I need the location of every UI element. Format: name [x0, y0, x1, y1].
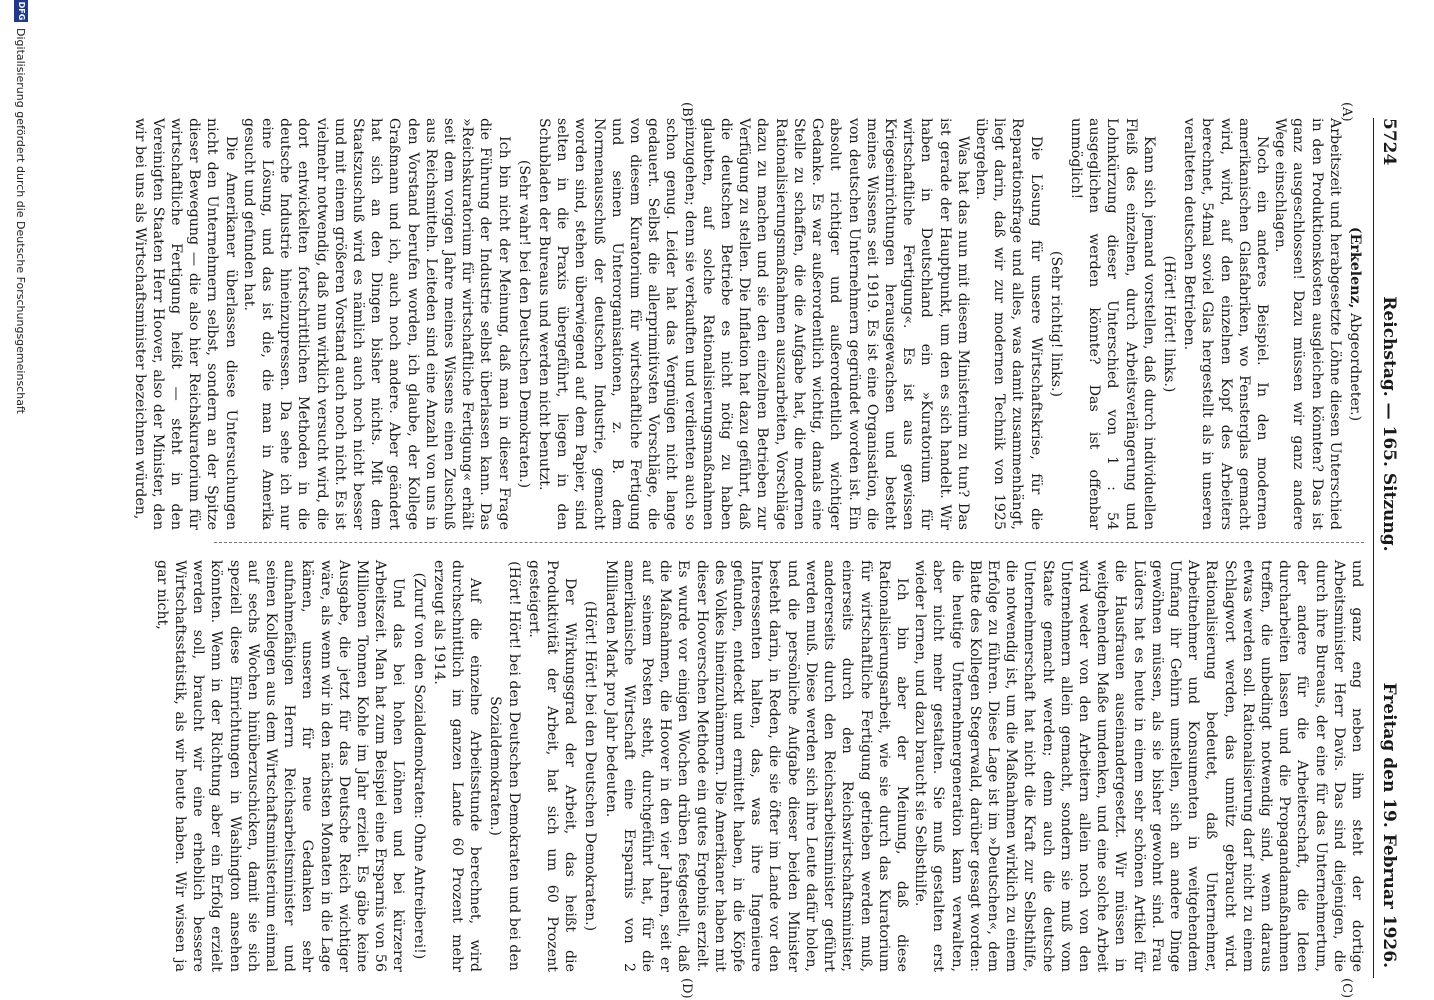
paragraph: und ganz eng neben ihm steht der dortige Arbeitsminister Herr Davis. Das sind diejenigen, die durch ihre Bureaus, der eine für das Unternehmertum, der andere für die Arbeiterschaft, die Ideen durcharbeiten lassen und die Propagandamaßnahmen treffen, die unbedingt notwendig sind, wenn daraus etwas werden soll. Rationalisierung darf nicht zu einem Schlagwort werden, das unnütz gebraucht wird. Rationalisierung bedeutet, daß Unternehmer, Arbeitnehmer und Konsumenten in weitgehendem Umfang ihr Gehirn umstellen, sich an andere Dinge gewöhnen müssen, als sie bisher gewohnt sind. Frau Lüders hat es heute in einem sehr schönen Artikel für die Hausfrauen auseinandergesetzt. Wir müssen in weitgehendem Maße umdenken, und eine solche Arbeit wird weder von den Arbeitern allein noch von den Unternehmern allein gemacht, sondern sie muß vom Staate gemacht werden; denn auch die deutsche Unternehmerschaft hat nicht die Kraft zur Selbsthilfe, die notwendig ist, um die Maßnahmen wirklich zu einem Erfolge zu führen. Diese Lage ist im »Deutschen«, dem Blatte des Kollegen Stegerwald, darüber gesagt worden: die heutige Unternehmergeneration kann verwalten, aber nicht mehr gestalten. Sie muß gestalten erst wieder lernen, und dazu braucht sie Selbsthilfe.: [912, 560, 1365, 972]
paragraph: Ich bin nicht der Meinung, daß man in dieser Frage die Führung der Industrie selbst überlassen kann. Das »Reichskuratorium für wirtschaftliche Fertigung« erhält seit dem vorigen Jahre meines Wissens einen Zuschuß aus Reichsmitteln. Leiteden sind eine Anzahl von uns in den Vorstand berufen worden, ich glaube, der Kollege Graßmann und ich, auch noch andere. Aber geändert hat sich an den Dingen bisher nichts. Mit dem Staatszuschuß wird es nämlich auch noch nicht besser und mit einem größeren Vorstand auch noch nicht. Es ist vielmehr notwendig, daß nun wirklich versucht wird, die dort entwickelten fortschrittlichen Methoden in die deutsche Industrie hineinzupressen. Da sehe ich nur eine Lösung, und das ist die, die man in Amerika gesucht und gefunden hat.: [240, 118, 512, 530]
paragraph: Und das bei hohen Löhnen und bei kürzerer Arbeitszeit. Man hat zum Beispiel eine Ersparnis von 56 Millionen Tonnen Kohle im Jahr erzielt. Es gäbe keine Ausgabe, die jetzt für das Deutsche Reich wichtiger wäre, als wenn wir in den nächsten Monaten in die Lage kämen, unseren für neue Gedanken sehr aufnahmefähigen Herrn Reichsarbeitsminister und seinen Kollegen aus dem Wirtschaftsministerium einmal auf sechs Wochen hinüberzuschicken, damit sie sich speziell diese Einrichtungen in Washington ansehen könnten. Wenn in der Richtung aber ein Erfolg erzielt werden soll, braucht wir eine erheblich bessere Wirtschaftsstatistik, als wir heute haben. Wir wissen ja gar nicht,: [153, 560, 407, 972]
interjection: (Hört! Hört! bei den Deutschen Demokraten.): [582, 600, 599, 932]
footer-text: Digitalisierung gefördert durch die Deutsche Forschungsgemeinschaft: [14, 28, 28, 414]
header-rule: [1373, 118, 1374, 978]
page-number: 5724: [1379, 118, 1399, 166]
paragraph: Auf die einzelne Arbeitsstunde berechnet, wird durchschnittlich im ganzen Lande 60 Prozent mehr erzeugt als 1914.: [430, 560, 484, 972]
interjection: (Zuruf von den Sozialdemokraten: Ohne Antreiberei!): [410, 572, 427, 960]
margin-marker-a: (A): [1339, 102, 1354, 122]
margin-marker-b: (B): [679, 102, 694, 122]
dfg-logo: DFG: [14, 0, 28, 22]
paragraph: Die Lösung für unsere Wirtschaftskrise, für die Reparationsfrage und alles, was damit zusammenhängt, liegt darin, daß wir zur modernen Technik von 1925 übergehen.: [972, 118, 1044, 530]
right-column: [153, 560, 1366, 972]
speaker-note: Abgeordneter.): [1347, 313, 1363, 422]
paragraph: Noch ein anderes Beispiel. In den modernen amerikanischen Glasfabriken, wo Fensterglas gemacht wird, wird, auf den einzelnen Kopf des Arbeiters berechnet, 54mal soviel Glas hergestellt als in unseren veralteten deutschen Betrieben.: [1181, 118, 1270, 530]
interjection: (Sehr wahr! bei den Deutschen Demokraten.): [515, 159, 532, 489]
speaker-name: (Erkelenz,: [1347, 226, 1363, 309]
paragraph: Ich bin aber der Meinung, daß diese Rationalisierungsarbeit, wie sie durch das Kuratorium für wirtschaftliche Fertigung getrieben werden muß, einerseits durch den Reichswirtschaftsminister, andererseits durch den Reichsarbeitsminister geführt werden muß. Diese werden sich ihre Leute dafür holen, und die persönliche Aufgabe dieser beiden Minister besteht darin, in Reden, die sie öfter im Lande vor den Interessenten halten, das, was ihre Ingenieure gefunden, entdeckt und ermittelt haben, in die Köpfe des Volkes hineinzuhämmern. Die Amerikaner haben mit dieser Hooverschen Methode ein gutes Ergebnis erzielt. Es wurde vor einigen Wochen drüben festgestellt, daß die Maßnahmen, die Hoover in den vier Jahren, seit er auf seinem Posten steht, durchgeführt hat, für die amerikanische Wirtschaft eine Ersparnis von 2 Milliarden Mark pro Jahr bedeuten.: [602, 560, 910, 972]
paragraph: Die Amerikaner überlassen diese Untersuchungen nicht den Unternehmern selbst, sondern an der Spitze dieser Bewegung — die also hier Reichskuratorium für wirtschaftliche Fertigung heißt — steht in den Vereinigten Staaten Herr Hoover, also der Minister, den wir bei uns als Wirtschaftsminister bezeichnen würden,: [131, 118, 239, 530]
interjection: (Hört! Hört! bei den Deutschen Demokraten und bei den Sozialdemokraten.): [487, 561, 522, 971]
margin-marker-c: (C): [1339, 978, 1354, 999]
interjection: (Hört! Hört! links.): [1160, 255, 1177, 393]
speaker-line: [1346, 118, 1364, 530]
paragraph: Kann sich jemand vorstellen, daß durch individuellen Fleiß des einzelnen, durch Arbeitsverlängerung und Lohnkürzung dieser Unterschied von 1 : 54 ausgeglichen werden könnte? Das ist offenbar unmöglich!: [1067, 118, 1157, 530]
session-date: Freitag den 19. Februar 1926.: [1379, 682, 1399, 968]
page-header: [1375, 118, 1399, 968]
interjection: (Sehr richtig! links.): [1047, 250, 1064, 398]
left-column: [131, 118, 1366, 530]
paragraph: Was hat das nun mit diesem Ministerium zu tun? Das ist gerade der Hauptpunkt, um den es sich handelt. Wir haben in Deutschland ein »Kuratorium für wirtschaftliche Fertigung«. Es ist aus gewissen Kriegseinrichtungen herausgewachsen und besteht meines Wissens seit 1919. Es ist eine Organisation, die von deutschen Unternehmern gegründet worden ist. Ein absolut richtiger und außerordentlich wichtiger Gedanke. Es war außerordentlich wichtig, damals eine Stelle zu schaffen, die die Aufgabe hat, die modernen Rationalisierungsmaßnahmen auszuarbeiten, Vorschläge dazu zu machen und sie den einzelnen Betrieben zur Verfügung zu stellen. Die Inflation hat dazu geführt, daß die deutschen Betriebe es nicht nötig zu haben glaubten, auf solche Rationalisierungsmaßnahmen einzugehen; denn sie verkauften und verdienten auch so schon genug. Leider hat das Vergnügen nicht lange gedauert. Selbst die allerprimitivsten Vorschläge, die von diesem Kuratorium für wirtschaftliche Fertigung und seinen Unterorganisationen, z. B. dem Normenausschuß der deutschen Industrie, gemacht worden sind, stehen überwiegend auf dem Papier, sind selten in die Praxis übergeführt, liegen in den Schubladen der Bureaus und werden nicht benutzt.: [536, 118, 971, 530]
digitization-footer: [10, 0, 32, 1000]
paragraph: Arbeitszeit und herabgesetzte Löhne diesen Unterschied in den Produktionskosten ausgleichen könnten? Das ist ganz ausgeschlossen! Dazu müssen wir ganz andere Wege einschlagen.: [1272, 118, 1343, 530]
margin-marker-d: (D): [679, 978, 694, 999]
column-divider: [214, 542, 1364, 543]
paragraph: Der Wirkungsgrad der Arbeit, das heißt die Produktivität der Arbeit, hat sich um 60 Prozent gesteigert.: [525, 560, 579, 972]
session-title: Reichstag. — 165. Sitzung.: [1379, 296, 1399, 552]
